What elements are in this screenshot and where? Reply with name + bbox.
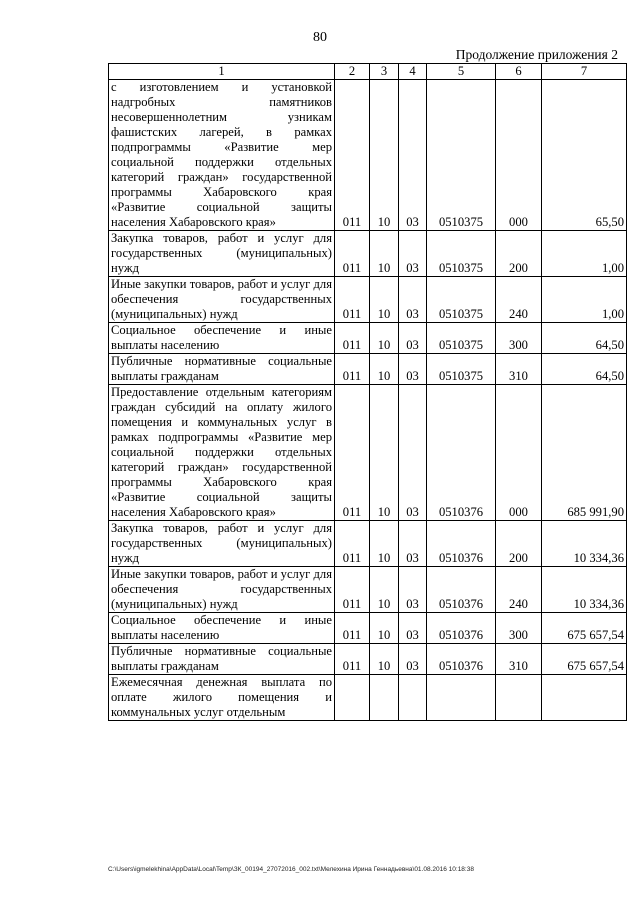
table-body [109, 64, 627, 721]
col-4-value: 03 [399, 567, 427, 613]
table-row [109, 644, 627, 675]
col-7-value: 1,00 [542, 277, 627, 323]
column-header-5: 5 [427, 64, 496, 80]
col-2-value: 011 [335, 385, 370, 521]
col-5-value: 0510375 [427, 80, 496, 231]
column-header-3: 3 [370, 64, 399, 80]
col-2-value: 011 [335, 521, 370, 567]
row-description: Социальное обеспечение и иные выплаты населению [109, 323, 335, 354]
col-6-value [496, 675, 542, 721]
col-7-value: 675 657,54 [542, 613, 627, 644]
table-row [109, 354, 627, 385]
col-2-value: 011 [335, 644, 370, 675]
col-6-value: 240 [496, 567, 542, 613]
col-3-value: 10 [370, 385, 399, 521]
col-4-value: 03 [399, 613, 427, 644]
col-2-value: 011 [335, 231, 370, 277]
column-header-1: 1 [109, 64, 335, 80]
row-description: Закупка товаров, работ и услуг для государственных (муниципальных) нужд [109, 231, 335, 277]
row-description: Закупка товаров, работ и услуг для государственных (муниципальных) нужд [109, 521, 335, 567]
col-4-value [399, 675, 427, 721]
table-row [109, 277, 627, 323]
table-row [109, 80, 627, 231]
col-7-value: 685 991,90 [542, 385, 627, 521]
table-row [109, 613, 627, 644]
col-6-value: 300 [496, 613, 542, 644]
col-5-value: 0510375 [427, 277, 496, 323]
col-5-value: 0510376 [427, 613, 496, 644]
col-6-value: 310 [496, 354, 542, 385]
col-4-value: 03 [399, 385, 427, 521]
col-3-value: 10 [370, 613, 399, 644]
col-6-value: 000 [496, 80, 542, 231]
col-3-value [370, 675, 399, 721]
table-header-row [109, 64, 627, 80]
col-3-value: 10 [370, 277, 399, 323]
col-4-value: 03 [399, 277, 427, 323]
col-7-value: 10 334,36 [542, 521, 627, 567]
col-5-value: 0510375 [427, 231, 496, 277]
col-7-value: 65,50 [542, 80, 627, 231]
col-7-value: 10 334,36 [542, 567, 627, 613]
col-7-value: 1,00 [542, 231, 627, 277]
row-description: Социальное обеспечение и иные выплаты населению [109, 613, 335, 644]
col-6-value: 200 [496, 231, 542, 277]
row-description: Публичные нормативные социальные выплаты гражданам [109, 354, 335, 385]
table-row [109, 231, 627, 277]
row-description: Публичные нормативные социальные выплаты гражданам [109, 644, 335, 675]
col-7-value: 64,50 [542, 323, 627, 354]
col-4-value: 03 [399, 644, 427, 675]
table-row [109, 521, 627, 567]
col-3-value: 10 [370, 231, 399, 277]
col-2-value: 011 [335, 323, 370, 354]
col-6-value: 300 [496, 323, 542, 354]
table-row [109, 385, 627, 521]
col-6-value: 240 [496, 277, 542, 323]
col-4-value: 03 [399, 80, 427, 231]
row-description: Иные закупки товаров, работ и услуг для обеспечения государственных (муниципальных) нужд [109, 277, 335, 323]
row-description: Предоставление отдельным категориям граждан субсидий на оплату жилого помещения и коммунальных услуг в рамках подпрограммы «Развитие мер социальной поддержки отдельных категорий граждан» государственной программы Хабаровского края «Развитие социальной защиты населения Хабаровского края» [109, 385, 335, 521]
col-2-value: 011 [335, 613, 370, 644]
col-4-value: 03 [399, 231, 427, 277]
col-2-value: 011 [335, 567, 370, 613]
col-6-value: 200 [496, 521, 542, 567]
col-5-value: 0510375 [427, 323, 496, 354]
file-path-footer: C:\Users\igmelekhina\AppData\Local\Temp\ЗК_00194_27072016_002.txt\Мелехина Ирина Геннадьевна\01.08.2016 10:18:38 [108, 866, 474, 873]
row-description: Ежемесячная денежная выплата по оплате жилого помещения и коммунальных услуг отдельным [109, 675, 335, 721]
col-5-value: 0510375 [427, 354, 496, 385]
col-5-value [427, 675, 496, 721]
column-header-7: 7 [542, 64, 627, 80]
col-3-value: 10 [370, 567, 399, 613]
column-header-2: 2 [335, 64, 370, 80]
row-description: с изготовлением и установкой надгробных памятников несовершеннолетним узникам фашистских лагерей, в рамках подпрограммы «Развитие мер социальной поддержки отдельных категорий граждан» государственной программы Хабаровского края «Развитие социальной защиты населения Хабаровского края» [109, 80, 335, 231]
col-4-value: 03 [399, 323, 427, 354]
col-6-value: 310 [496, 644, 542, 675]
column-header-6: 6 [496, 64, 542, 80]
col-3-value: 10 [370, 521, 399, 567]
col-5-value: 0510376 [427, 567, 496, 613]
page-number: 80 [313, 30, 327, 45]
column-header-4: 4 [399, 64, 427, 80]
col-2-value: 011 [335, 354, 370, 385]
col-7-value: 64,50 [542, 354, 627, 385]
col-4-value: 03 [399, 521, 427, 567]
col-3-value: 10 [370, 354, 399, 385]
col-2-value: 011 [335, 277, 370, 323]
col-5-value: 0510376 [427, 385, 496, 521]
col-4-value: 03 [399, 354, 427, 385]
col-5-value: 0510376 [427, 521, 496, 567]
col-7-value [542, 675, 627, 721]
col-3-value: 10 [370, 323, 399, 354]
table-row [109, 675, 627, 721]
table-row [109, 567, 627, 613]
table-row [109, 323, 627, 354]
col-3-value: 10 [370, 644, 399, 675]
budget-table [108, 63, 627, 721]
col-7-value: 675 657,54 [542, 644, 627, 675]
col-2-value [335, 675, 370, 721]
col-2-value: 011 [335, 80, 370, 231]
row-description: Иные закупки товаров, работ и услуг для обеспечения государственных (муниципальных) нужд [109, 567, 335, 613]
continuation-label: Продолжение приложения 2 [455, 47, 618, 62]
col-5-value: 0510376 [427, 644, 496, 675]
col-3-value: 10 [370, 80, 399, 231]
col-6-value: 000 [496, 385, 542, 521]
